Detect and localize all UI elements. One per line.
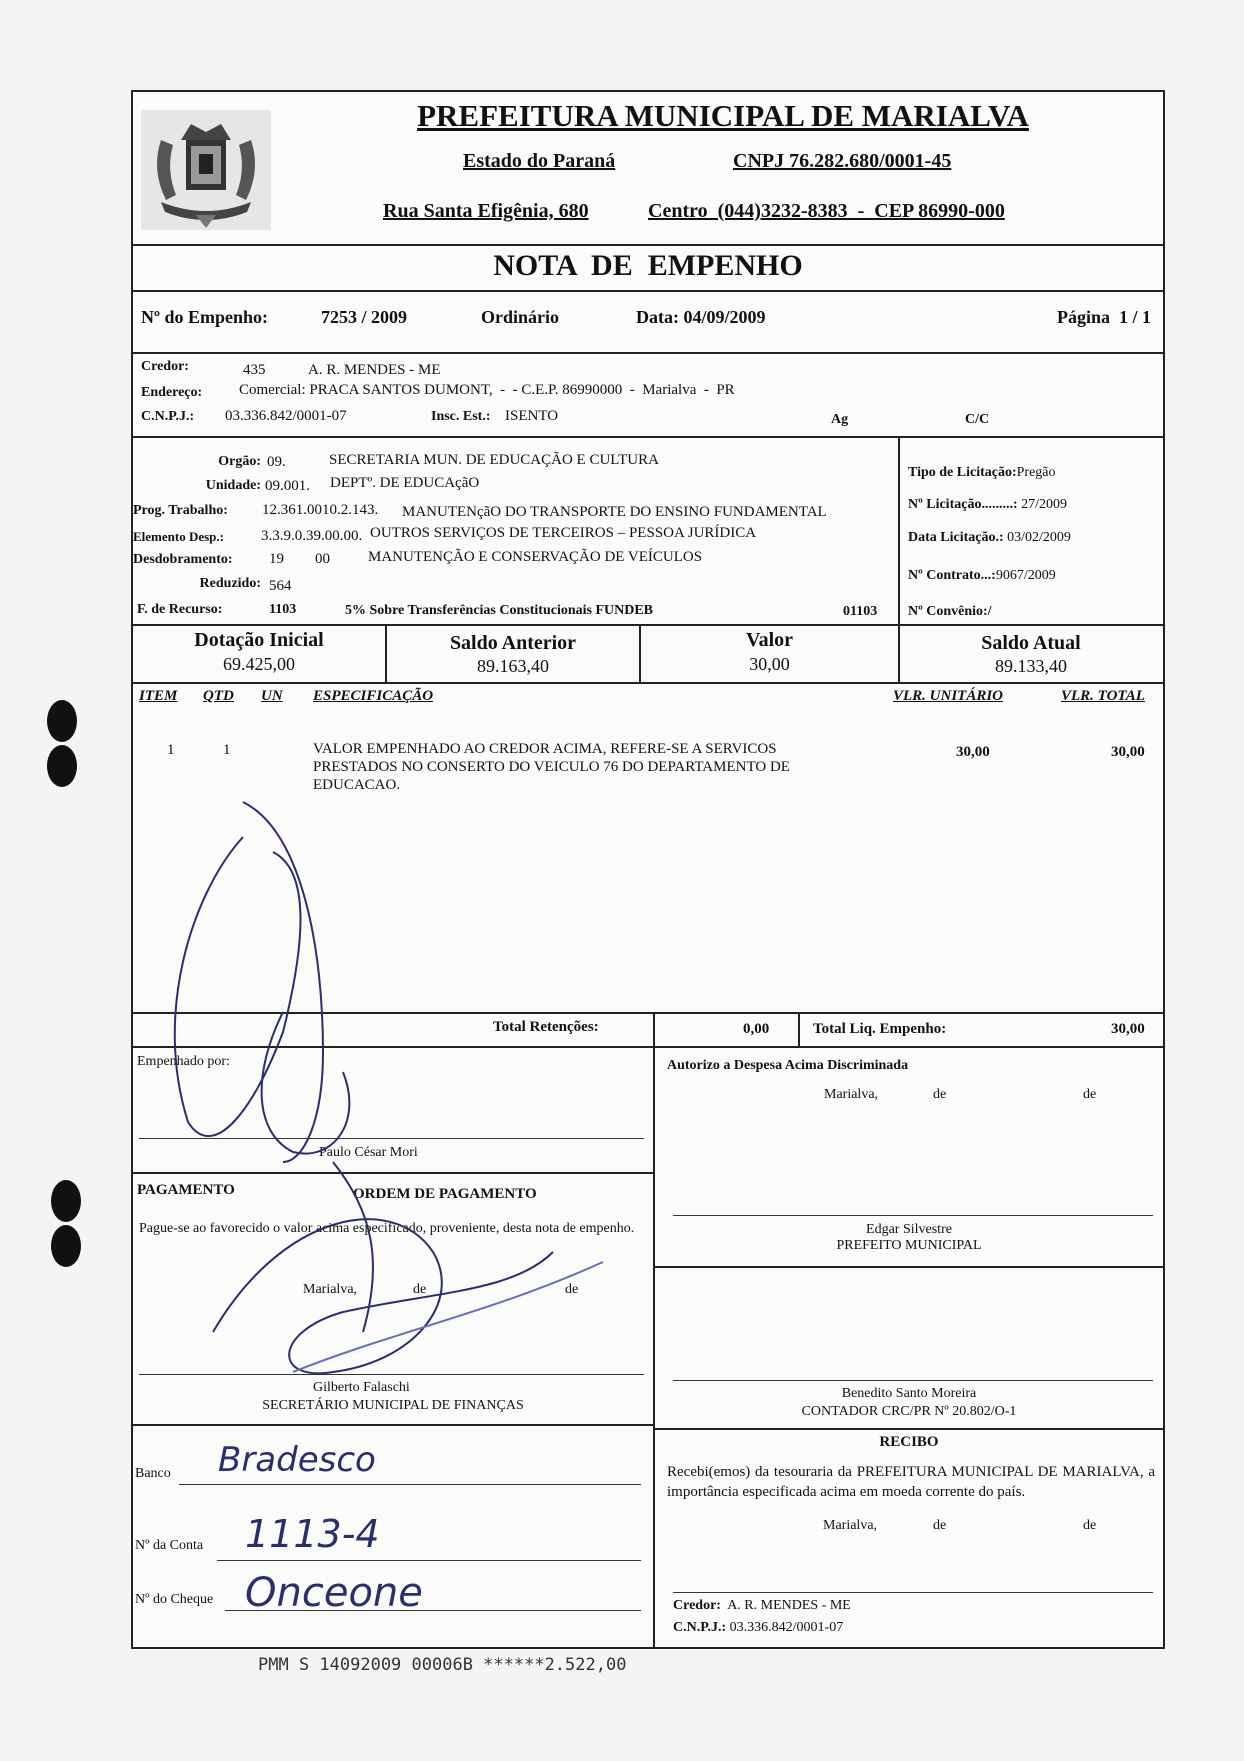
row-spec-line3: EDUCACAO. [313, 777, 401, 793]
empenhado-name: Paulo César Mori [319, 1145, 418, 1160]
recibo-title: RECIBO [879, 1434, 939, 1450]
col-item: ITEM [139, 688, 178, 704]
unidade-name: DEPTº. DE EDUCAçãO [330, 475, 480, 491]
saldo-atual-value: 89.133,40 [995, 656, 1067, 676]
recibo-cnpj: C.N.P.J.: 03.336.842/0001-07 [673, 1620, 844, 1635]
recibo-credor: Credor: A. R. MENDES - ME [673, 1598, 851, 1613]
col-vlr-total: VLR. TOTAL [1061, 688, 1145, 704]
retencoes-label: Total Retenções: [493, 1019, 599, 1035]
endereco-label: Endereço: [141, 385, 203, 400]
pagamento-text: Pague-se ao favorecido o valor acima especificado, proveniente, desta nota de empenho. [139, 1221, 635, 1236]
unidade-code: 09.001. [265, 478, 310, 494]
recibo-de2: de [1083, 1518, 1097, 1533]
ag-label: Ag [831, 412, 849, 427]
prefeito-name: Edgar Silvestre [866, 1222, 952, 1237]
desd-code2: 00 [315, 551, 330, 567]
punch-hole [47, 745, 77, 787]
credor-name: A. R. MENDES - ME [308, 362, 441, 378]
dotacao-value: 69.425,00 [223, 654, 295, 674]
state-name: Estado do Paraná [463, 150, 616, 172]
valor-value: 30,00 [749, 654, 790, 674]
retencoes-value: 0,00 [743, 1021, 770, 1037]
autorizo-text: Autorizo a Despesa Acima Discriminada [667, 1058, 909, 1073]
municipality-title: PREFEITURA MUNICIPAL DE MARIALVA [417, 98, 1029, 133]
pagamento-city: Marialva, [303, 1282, 358, 1297]
prog-code: 12.361.0010.2.143. [262, 502, 379, 518]
reduzido-label: Reduzido: [199, 576, 261, 591]
cheque-label: Nº do Cheque [135, 1592, 214, 1607]
row-item: 1 [167, 742, 175, 758]
coat-of-arms-icon [141, 110, 271, 230]
col-un: UN [261, 688, 283, 704]
endereco-value: Comercial: PRACA SANTOS DUMONT, - - C.E.P. 86990000 - Marialva - PR [239, 382, 735, 398]
banco-handwritten: Bradesco [218, 1440, 376, 1480]
pagamento-de2: de [565, 1282, 579, 1297]
banco-label: Banco [135, 1466, 171, 1481]
valor-label: Valor [745, 629, 794, 651]
elem-name: OUTROS SERVIÇOS DE TERCEIROS – PESSOA JURÍDICA [370, 525, 757, 541]
autorizo-city: Marialva, [824, 1087, 879, 1102]
recibo-de1: de [933, 1518, 947, 1533]
cc-label: C/C [965, 412, 990, 427]
total-liq-label: Total Liq. Empenho: [813, 1021, 947, 1037]
fonte-code: 1103 [269, 602, 297, 617]
orgao-code: 09. [267, 454, 286, 470]
secretario-role: SECRETÁRIO MUNICIPAL DE FINANÇAS [262, 1398, 524, 1413]
punch-hole [47, 700, 77, 742]
handwritten-signature-icon [133, 692, 653, 1392]
saldo-atual-label: Saldo Atual [981, 632, 1081, 654]
reduzido-value: 564 [269, 578, 292, 594]
prefeito-role: PREFEITO MUNICIPAL [836, 1238, 982, 1253]
header-cnpj: CNPJ 76.282.680/0001-45 [733, 150, 952, 172]
credor-cnpj: 03.336.842/0001-07 [225, 408, 347, 424]
empenho-date: Data: 04/09/2009 [636, 307, 766, 327]
elem-label: Elemento Desp.: [133, 529, 224, 544]
page-indicator: Página 1 / 1 [1056, 307, 1151, 327]
saldo-anterior-value: 89.163,40 [477, 656, 549, 676]
fonte-label: F. de Recurso: [137, 602, 223, 617]
header-contact: Centro (044)3232-8383 - CEP 86990-000 [648, 200, 1005, 222]
footer-stamp: PMM S 14092009 00006B ******2.522,00 [258, 1655, 627, 1675]
contrato: Nº Contrato...:9067/2009 [908, 568, 1056, 583]
credor-label: Credor: [141, 359, 189, 374]
conta-handwritten: 1113-4 [245, 1512, 380, 1556]
empenho-document [131, 90, 1165, 1649]
recibo-city: Marialva, [823, 1518, 878, 1533]
convenio: Nº Convênio:/ [908, 604, 992, 619]
credor-code: 435 [243, 362, 266, 378]
document-title: NOTA DE EMPENHO [493, 249, 803, 282]
recibo-text: Recebi(emos) da tesouraria da PREFEITURA MUNICIPAL DE MARIALVA, a importância especificada acima em moeda corrente do país. [667, 1464, 1155, 1500]
autorizo-de1: de [933, 1087, 947, 1102]
punch-hole [51, 1180, 81, 1222]
row-spec-line1: VALOR EMPENHADO AO CREDOR ACIMA, REFERE-SE A SERVICOS [313, 741, 777, 757]
empenho-number: 7253 / 2009 [321, 307, 408, 327]
licitacao-numero: Nº Licitação.........: 27/2009 [908, 497, 1067, 512]
conta-label: Nº da Conta [135, 1538, 204, 1553]
pagamento-title: PAGAMENTO [137, 1182, 235, 1198]
contador-name: Benedito Santo Moreira [841, 1386, 977, 1401]
ordem-pagamento-title: ORDEM DE PAGAMENTO [353, 1186, 537, 1202]
cnpj-label: C.N.P.J.: [141, 409, 195, 424]
pagamento-de1: de [413, 1282, 427, 1297]
prog-name: MANUTENçãO DO TRANSPORTE DO ENSINO FUNDAMENTAL [402, 504, 827, 520]
fonte-name: 5% Sobre Transferências Constitucionais FUNDEB [345, 603, 654, 618]
contador-role: CONTADOR CRC/PR Nº 20.802/O-1 [801, 1404, 1017, 1419]
elem-code: 3.3.9.0.39.00.00. [261, 528, 363, 544]
row-unit-value: 30,00 [956, 744, 990, 760]
row-spec-line2: PRESTADOS NO CONSERTO DO VEICULO 76 DO DEPARTAMENTO DE [313, 759, 790, 775]
col-vlr-unitario: VLR. UNITÁRIO [893, 688, 1004, 704]
cheque-handwritten: Onceone [245, 1570, 423, 1616]
empenhado-label: Empenhado por: [137, 1054, 230, 1069]
punch-hole [51, 1225, 81, 1267]
autorizo-de2: de [1083, 1087, 1097, 1102]
orgao-label: Orgão: [218, 454, 261, 469]
header-address: Rua Santa Efigênia, 680 [383, 200, 589, 222]
dotacao-label: Dotação Inicial [194, 629, 324, 651]
row-total-value: 30,00 [1111, 744, 1145, 760]
unidade-label: Unidade: [205, 478, 261, 493]
row-qtd: 1 [223, 742, 231, 758]
orgao-name: SECRETARIA MUN. DE EDUCAÇÃO E CULTURA [329, 452, 659, 468]
licitacao-data: Data Licitação.: 03/02/2009 [908, 530, 1071, 545]
insc-label: Insc. Est.: [431, 409, 491, 424]
total-liq-value: 30,00 [1111, 1021, 1145, 1037]
saldo-anterior-label: Saldo Anterior [449, 632, 577, 654]
fonte-code2: 01103 [843, 604, 878, 619]
desd-code: 19 [269, 551, 284, 567]
col-especificacao: ESPECIFICAÇÃO [313, 688, 434, 704]
desd-label: Desdobramento: [133, 552, 233, 567]
prog-label: Prog. Trabalho: [133, 503, 228, 518]
desd-name: MANUTENÇÃO E CONSERVAÇÃO DE VEÍCULOS [368, 549, 703, 565]
empenho-type: Ordinário [481, 307, 560, 327]
insc-value: ISENTO [505, 408, 559, 424]
secretario-name: Gilberto Falaschi [313, 1380, 410, 1395]
licitacao-tipo: Tipo de Licitação:Pregão [908, 465, 1056, 480]
empenho-label: Nº do Empenho: [141, 307, 268, 327]
col-qtd: QTD [203, 688, 234, 704]
